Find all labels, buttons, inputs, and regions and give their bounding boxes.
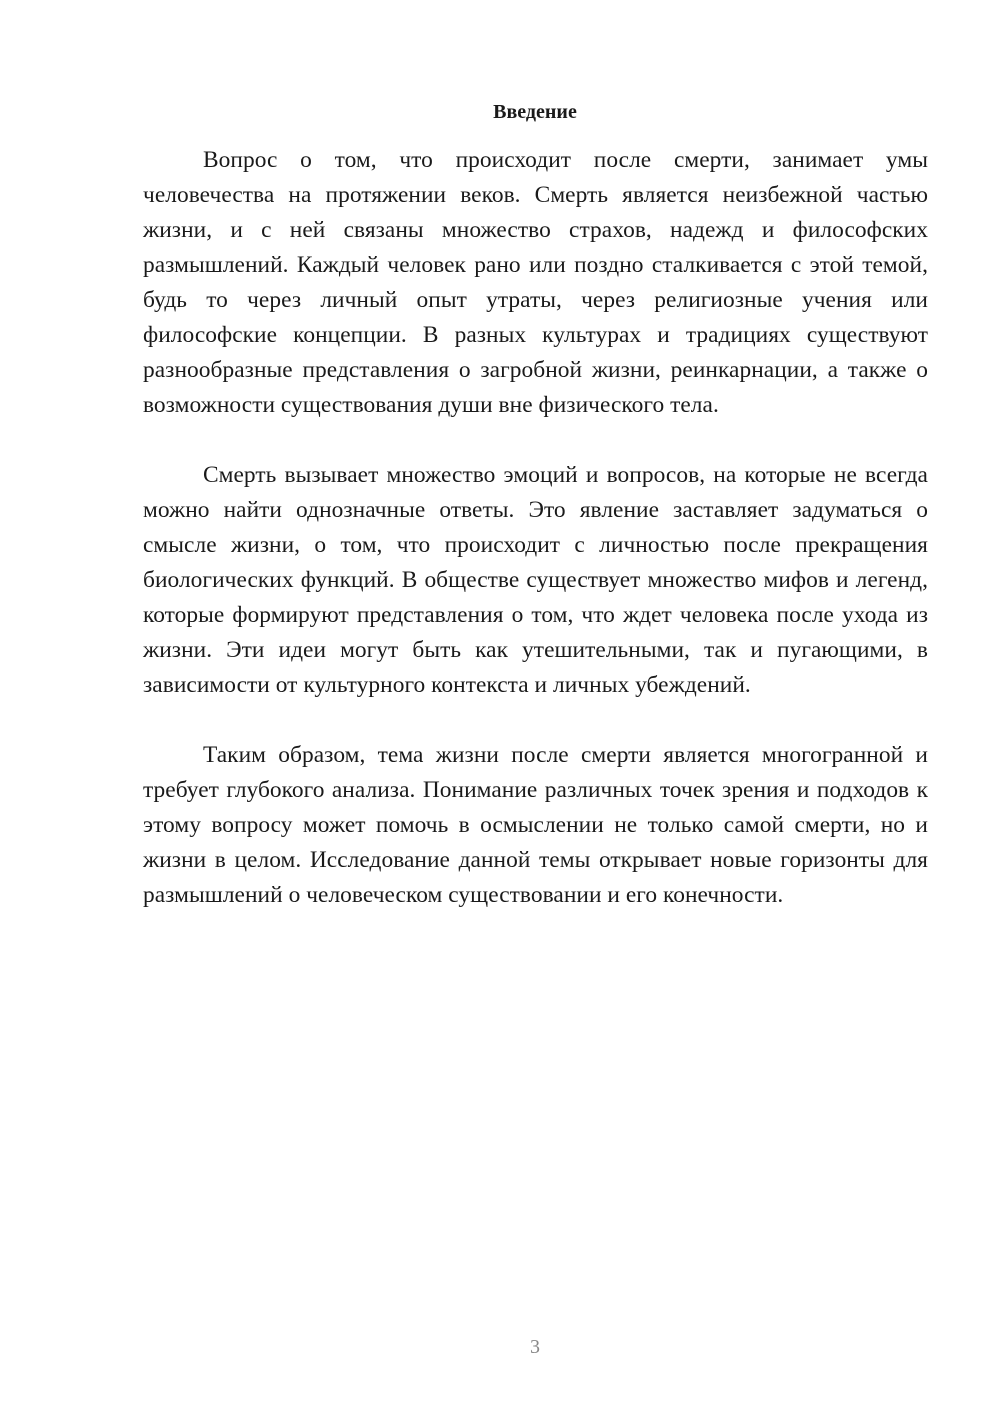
section-heading: Введение xyxy=(493,101,577,123)
page-number: 3 xyxy=(530,1336,540,1358)
paragraph-1: Вопрос о том, что происходит после смерти, занимает умы человечества на протяжении веков. Смерть является неизбежной частью жизни, и с ней связаны множество страхов, надежд и философских размышлений. Каждый человек рано или поздно сталкивается с этой темой, будь то через личный опыт утраты, через религиозные учения или философские концепции. В разных культурах и традициях существуют разнообразные представления о загробной жизни, реинкарнации, а также о возможности существования души вне физического тела. xyxy=(143,147,928,418)
paragraph-3: Таким образом, тема жизни после смерти является многогранной и требует глубокого анализа. Понимание различных точек зрения и подходов к этому вопросу может помочь в осмыслении не только самой смерти, но и жизни в целом. Исследование данной темы открывает новые горизонты для размышлений о человеческом существовании и его конечности. xyxy=(143,742,928,908)
paragraph-2: Смерть вызывает множество эмоций и вопросов, на которые не всегда можно найти однозначные ответы. Это явление заставляет задуматься о смысле жизни, о том, что происходит с личностью после прекращения биологических функций. В обществе существует множество мифов и легенд, которые формируют представления о том, что ждет человека после ухода из жизни. Эти идеи могут быть как утешительными, так и пугающими, в зависимости от культурного контекста и личных убеждений. xyxy=(143,462,928,698)
body-text xyxy=(143,143,928,913)
